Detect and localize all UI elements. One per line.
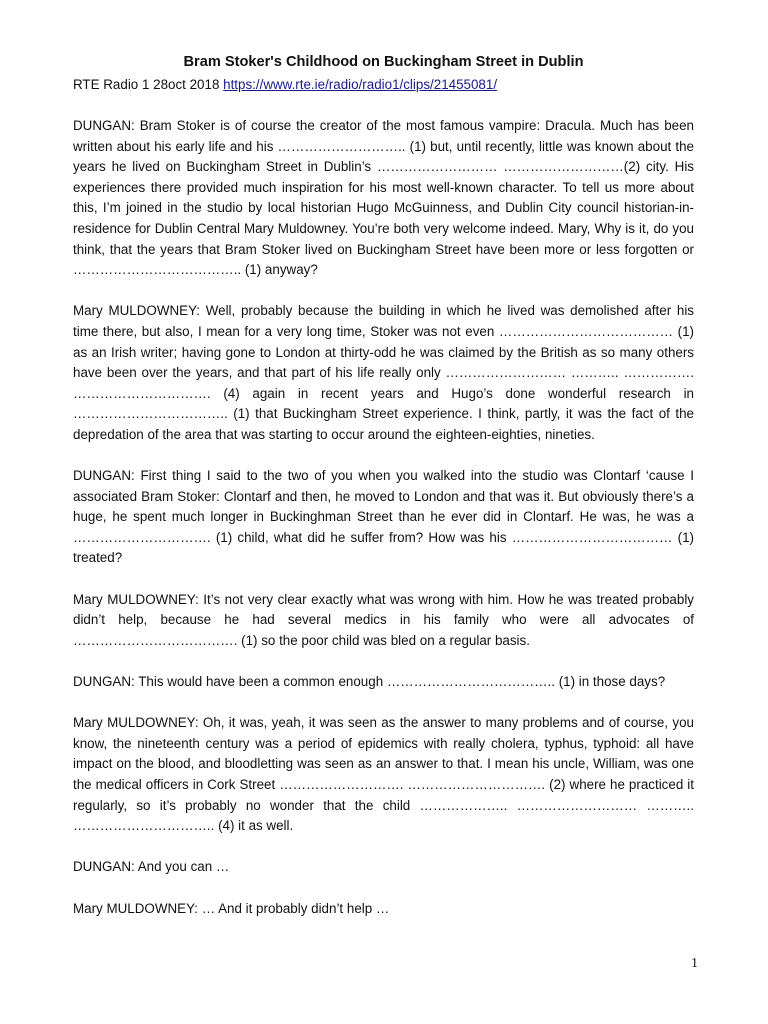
paragraph-text: This would have been a common enough ……………………………….. (1) in those days? — [134, 674, 666, 690]
paragraph-text: Bram Stoker is of course the creator of the most famous vampire: Dracula. Much has been written about his early life and his ……………………….. (1) but, until recently, little was known about the years he lived on Buckingham Street in Dublin’s ……………………… ………………………(2) city. His experiences there provided much inspiration for his most well-known character. To tell us more about this, I’m joined in the studio by local historian Hugo McGuinness, and Dublin City council historian-in-residence for Dublin Central Mary Muldowney. You’re both very welcome indeed. Mary, Why is it, do you think, that the years that Bram Stoker lived on Buckingham Street have been more or less forgotten or ……………………………….. (1) anyway? — [73, 118, 694, 278]
speaker-name: Mary MULDOWNEY: — [73, 715, 199, 731]
paragraph-text: Well, probably because the building in which he lived was demolished after his time there, but also, I mean for a very long time, Stoker was not even ………………………………… (1) as an Irish writer; having gone to London at thirty-odd he was claimed by the British as so many others have been over the years, and that part of his life really only ……………………… ……….. ……………. …………………………. (4) again in recent years and Hugo’s done wonderful research in …………………………….. (1) that Buckingham Street experience. I think, partly, it was the fact of the depredation of the area that was starting to occur around the eighteen-eighties, nineties. — [73, 303, 694, 442]
paragraph-5 — [73, 672, 694, 693]
paragraph-text: It’s not very clear exactly what was wrong with him. How he was treated probably didn’t help, because he had several medics in his family who were all advocates of ………………………………. (1) so the poor child was bled on a regular basis. — [73, 591, 694, 648]
paragraph-text: … And it probably didn’t help … — [198, 900, 390, 916]
page-number: 1 — [691, 956, 698, 971]
paragraph-1 — [73, 116, 694, 281]
speaker-name: DUNGAN: — [73, 674, 135, 690]
source-link[interactable]: https://www.rte.ie/radio/radio1/clips/21455081/ — [223, 77, 498, 92]
speaker-name: DUNGAN: — [73, 859, 135, 875]
speaker-name: Mary MULDOWNEY: — [73, 303, 200, 319]
paragraph-2 — [73, 301, 694, 445]
source-text: RTE Radio 1 28oct 2018 — [73, 77, 224, 92]
speaker-name: DUNGAN: — [73, 118, 135, 133]
source-line — [73, 76, 694, 94]
paragraph-text: Oh, it was, yeah, it was seen as the answer to many problems and of course, you know, the nineteenth century was a period of epidemics with really cholera, typhus, typhoid: all have impact on the blood, and bloodletting was seen as an answer to that. I mean his uncle, William, was one the medical officers in Cork Street ………………………. …………………………. (2) where he practiced it regularly, so it’s probably no wonder that the child ……………….. ……………………… ……….. ………………………….. (4) it as well. — [73, 715, 694, 834]
paragraph-3 — [73, 466, 694, 569]
paragraph-4 — [73, 590, 694, 652]
speaker-name: DUNGAN: — [73, 468, 135, 484]
speaker-name: Mary MULDOWNEY: — [73, 591, 199, 607]
paragraph-6 — [73, 713, 694, 837]
document-title: Bram Stoker's Childhood on Buckingham Street in Dublin — [183, 54, 584, 70]
paragraph-8 — [73, 899, 694, 920]
document-page — [73, 52, 694, 940]
paragraph-text: And you can … — [134, 859, 230, 875]
paragraph-text: First thing I said to the two of you when you walked into the studio was Clontarf ‘cause I associated Bram Stoker: Clontarf and then, he moved to London and that was it. But obviously there’s a huge, he spent much longer in Buckinghman Street than he ever did in Clontarf. He was, he was a …………………………. (1) child, what did he suffer from? How was his ……………………………… (1) treated? — [73, 468, 694, 566]
paragraph-7 — [73, 857, 694, 878]
speaker-name: Mary MULDOWNEY: — [73, 900, 198, 916]
